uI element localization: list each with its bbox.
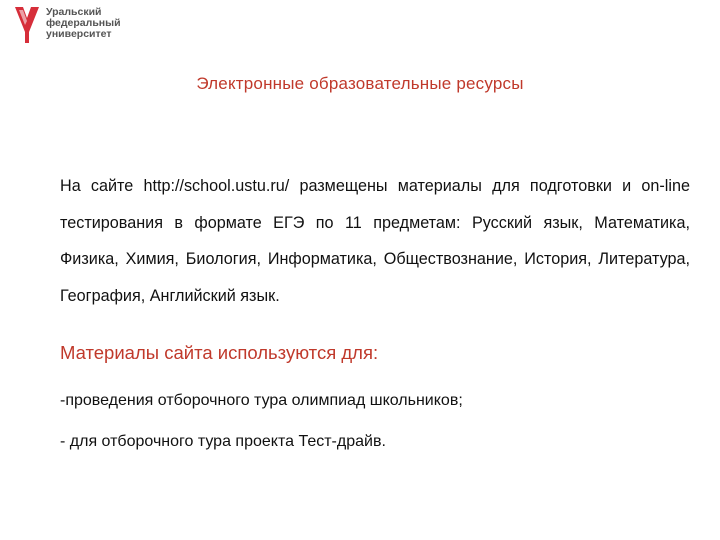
logo-line-2: федеральный bbox=[46, 17, 121, 29]
university-logo bbox=[14, 6, 121, 46]
logo-text bbox=[46, 6, 121, 40]
materials-heading: Материалы сайта используются для: bbox=[60, 342, 379, 363]
list-item: -проведения отборочного тура олимпиад школьников; bbox=[60, 392, 463, 409]
ural-university-logo-icon bbox=[14, 6, 40, 44]
intro-paragraph: На сайте http://school.ustu.ru/ размещены материалы для подготовки и on-line тестирования в формате ЕГЭ по 11 предметам: Русский язык, Математика, Физика, Химия, Биология, Информатика, Обществознание, История, Литература, География, Английский язык. bbox=[60, 177, 690, 305]
page-title: Электронные образовательные ресурсы bbox=[196, 74, 524, 93]
list-item: - для отборочного тура проекта Тест-драйв. bbox=[60, 433, 386, 450]
logo-line-1: Уральский bbox=[46, 6, 102, 18]
logo-line-3: университет bbox=[46, 28, 112, 40]
usage-list bbox=[60, 380, 463, 462]
